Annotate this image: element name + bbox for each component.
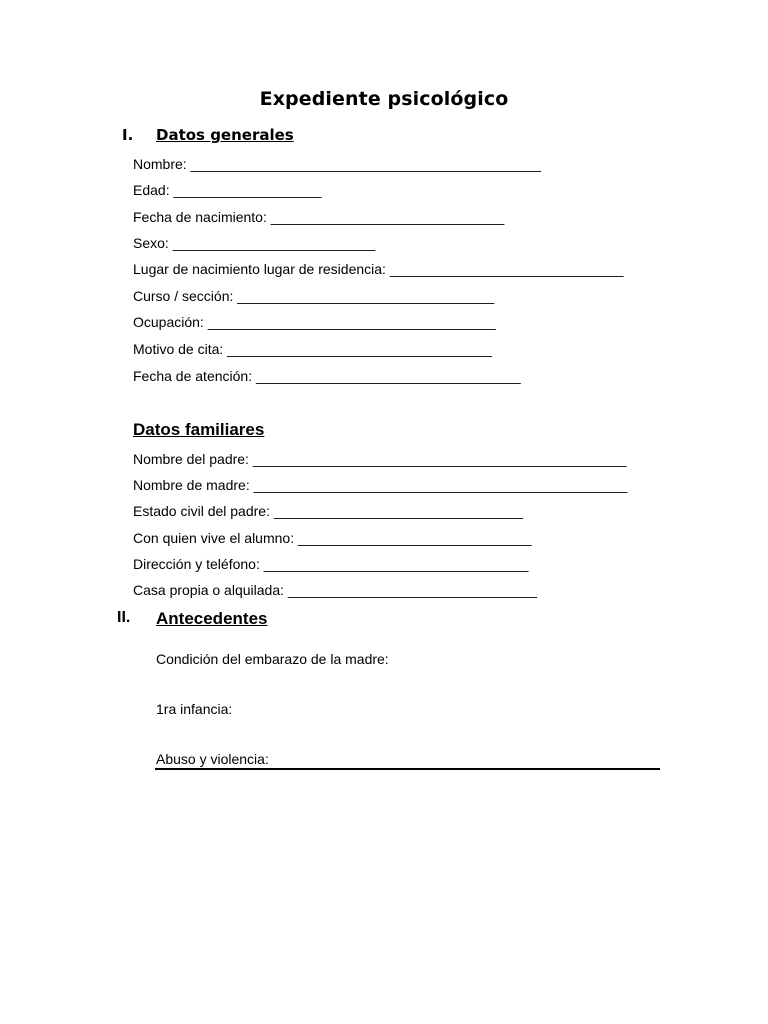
field-motivo-cita [133,340,492,358]
field-blank: __________________________________ [227,341,492,357]
field-blank: __________________________________ [255,368,521,384]
field-lugar-nacimiento-residencia [133,260,623,278]
field-blank: ________________________________ [287,582,538,598]
section-heading-antecedentes: Antecedentes [156,609,268,628]
antecedente-embarazo: Condición del embarazo de la madre: [156,651,389,667]
field-nombre-padre [133,450,627,468]
section-heading-datos-generales: Datos generales [156,126,294,144]
field-blank: _________________________________ [237,288,495,304]
field-edad [133,181,321,199]
horizontal-rule [155,768,660,770]
field-fecha-nacimiento [133,208,504,226]
field-label: Casa propia o alquilada: [133,582,284,598]
field-blank: ___________________ [173,182,322,198]
field-label: Dirección y teléfono: [133,556,260,572]
field-blank: ________________________________ [273,503,524,519]
field-label: Motivo de cita: [133,341,224,357]
field-label: Estado civil del padre: [133,503,270,519]
field-label: Nombre: [133,156,187,172]
antecedente-infancia: 1ra infancia: [156,701,233,717]
field-label: Sexo: [133,235,169,251]
field-label: Ocupación: [133,314,204,330]
section-number: I. [122,126,134,144]
field-nombre-madre [133,476,627,494]
section-heading-datos-familiares: Datos familiares [133,420,265,439]
field-con-quien-vive [133,529,532,547]
field-fecha-atencion [133,367,521,385]
document-title: Expediente psicológico [259,88,509,110]
field-ocupacion [133,313,496,331]
field-label: Lugar de nacimiento lugar de residencia: [133,261,386,277]
section-number: II. [117,609,131,626]
field-label: Nombre del padre: [133,451,249,467]
field-blank: ______________________________ [298,530,532,546]
field-label: Edad: [133,182,170,198]
field-sexo [133,234,375,252]
field-blank: ______________________________ [270,209,505,225]
field-blank: ________________________________________________ [253,477,628,493]
field-label: Fecha de atención: [133,368,253,384]
field-curso-seccion [133,287,494,305]
field-nombre [133,155,541,173]
field-blank: _____________________________________ [207,314,496,330]
field-label: Curso / sección: [133,288,234,304]
antecedente-abuso-violencia: Abuso y violencia: [156,751,269,767]
field-direccion-telefono [133,555,528,573]
field-blank: _____________________________________________ [190,156,541,172]
field-blank: __________________________ [172,235,376,251]
field-estado-civil-padre [133,502,523,520]
field-casa-propia-alquilada [133,581,537,599]
field-blank: ______________________________ [389,261,624,277]
field-label: Fecha de nacimiento: [133,209,267,225]
field-blank: ________________________________________________ [252,451,627,467]
field-label: Con quien vive el alumno: [133,530,295,546]
field-blank: __________________________________ [263,556,529,572]
field-label: Nombre de madre: [133,477,250,493]
